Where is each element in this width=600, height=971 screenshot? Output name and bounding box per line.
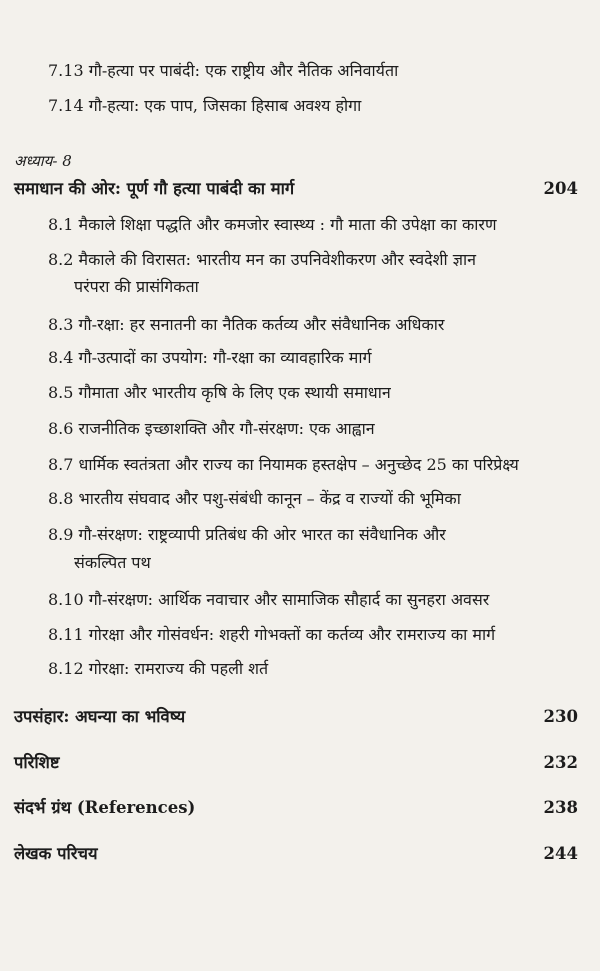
toc-entry-8-9: 8.9 गौ-संरक्षण: राष्ट्रव्यापी प्रतिबंध की ओर भारत का संवैधानिक और	[48, 525, 446, 544]
toc-entry-8-3: 8.3 गौ-रक्षा: हर सनातनी का नैतिक कर्तव्य और संवैधानिक अधिकार	[48, 315, 445, 334]
toc-entry-8-10: 8.10 गौ-संरक्षण: आर्थिक नवाचार और सामाजिक सौहार्द का सुनहरा अवसर	[48, 590, 490, 609]
toc-entry-8-7: 8.7 धार्मिक स्वतंत्रता और राज्य का नियामक हस्तक्षेप – अनुच्छेद 25 का परिप्रेक्ष्य	[48, 455, 519, 474]
toc-entry-8-8: 8.8 भारतीय संघवाद और पशु-संबंधी कानून – केंद्र व राज्यों की भूमिका	[48, 489, 461, 508]
references-title: संदर्भ ग्रंथ (References)	[14, 798, 196, 817]
chapter-8-label: अध्याय- 8	[14, 152, 72, 170]
epilogue-title: उपसंहार: अघन्या का भविष्य	[14, 707, 186, 726]
epilogue-page-number: 230	[543, 707, 578, 726]
toc-entry-7-14: 7.14 गौ-हत्या: एक पाप, जिसका हिसाब अवश्य होगा	[48, 96, 362, 115]
about-author-title: लेखक परिचय	[14, 844, 98, 863]
toc-entry-8-1: 8.1 मैकाले शिक्षा पद्धति और कमजोर स्वास्थ्य : गौ माता की उपेक्षा का कारण	[48, 215, 497, 234]
toc-entry-8-6: 8.6 राजनीतिक इच्छाशक्ति और गौ-संरक्षण: एक आह्वान	[48, 419, 375, 438]
toc-entry-8-5: 8.5 गौमाता और भारतीय कृषि के लिए एक स्थायी समाधान	[48, 383, 391, 402]
references-page-number: 238	[543, 798, 578, 817]
toc-entry-8-2-continued: परंपरा की प्रासंगिकता	[74, 277, 199, 296]
chapter-8-page-number: 204	[543, 179, 578, 198]
appendix-page-number: 232	[543, 753, 578, 772]
toc-entry-7-13: 7.13 गौ-हत्या पर पाबंदी: एक राष्ट्रीय और नैतिक अनिवार्यता	[48, 61, 399, 80]
appendix-title: परिशिष्ट	[14, 753, 60, 772]
toc-entry-8-12: 8.12 गोरक्षा: रामराज्य की पहली शर्त	[48, 659, 269, 678]
toc-entry-8-9-continued: संकल्पित पथ	[74, 553, 151, 572]
toc-entry-8-11: 8.11 गोरक्षा और गोसंवर्धन: शहरी गोभक्तों का कर्तव्य और रामराज्य का मार्ग	[48, 625, 496, 644]
about-author-page-number: 244	[543, 844, 578, 863]
toc-entry-8-4: 8.4 गौ-उत्पादों का उपयोग: गौ-रक्षा का व्यावहारिक मार्ग	[48, 348, 372, 367]
chapter-8-title: समाधान की ओर: पूर्ण गौ हत्या पाबंदी का मार्ग	[14, 179, 295, 198]
toc-entry-8-2: 8.2 मैकाले की विरासत: भारतीय मन का उपनिवेशीकरण और स्वदेशी ज्ञान	[48, 250, 477, 269]
